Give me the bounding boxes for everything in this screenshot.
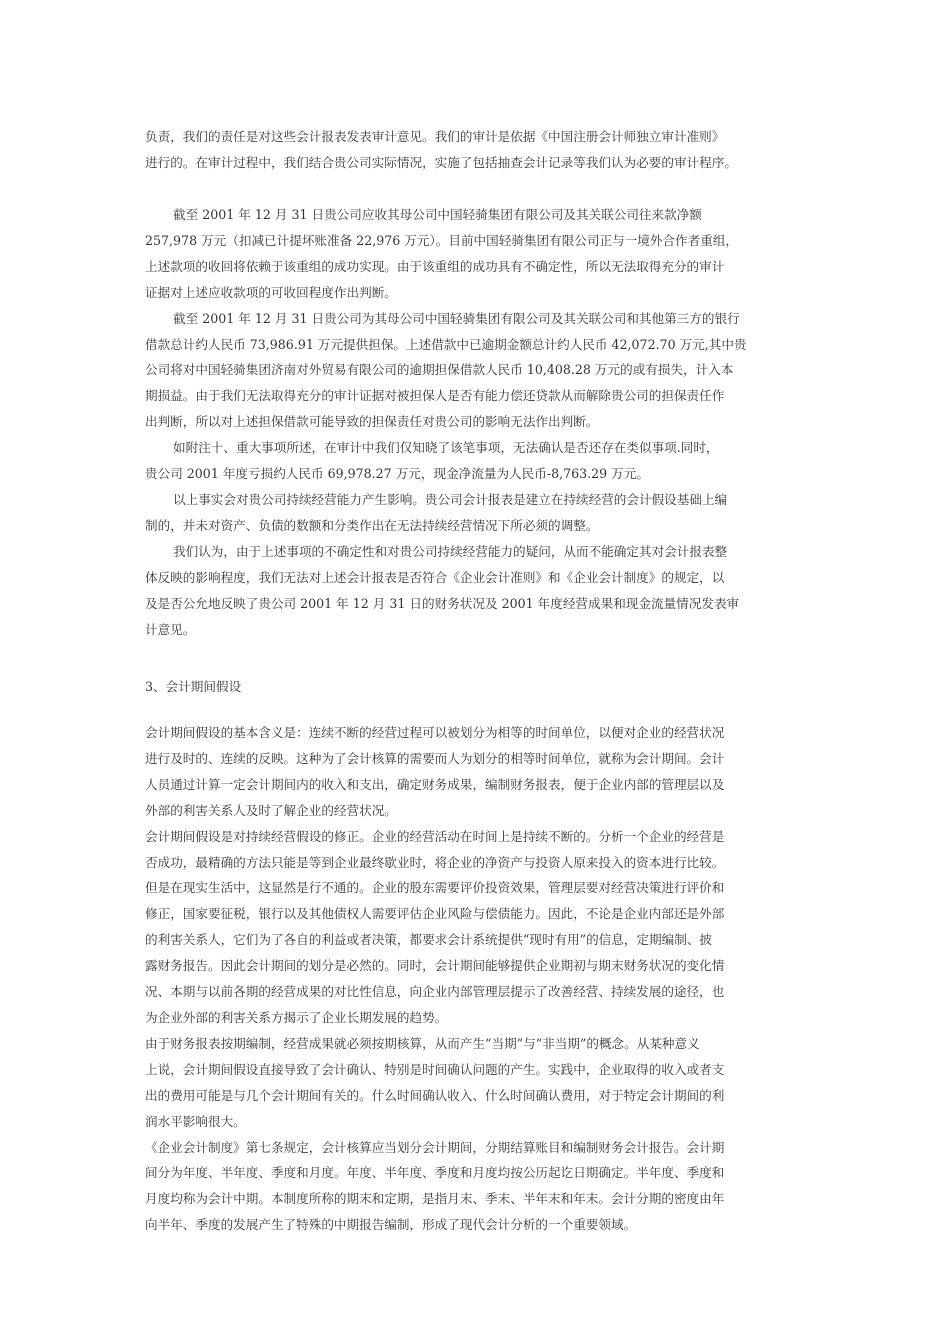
- text-line: 会计期间假设的基本含义是：连续不断的经营过程可以被划分为相等的时间单位，以便对企业的经营状况: [145, 725, 725, 740]
- text-line: 露财务报告。因此会计期间的划分是必然的。同时，会计期间能够提供企业期初与期末财务状况的变化情: [145, 958, 725, 974]
- text-line: 但是在现实生活中，这显然是行不通的。企业的股东需要评价投资效果，管理层要对经营决策进行评价和: [145, 880, 725, 896]
- text-line: 进行及时的、连续的反映。这种为了会计核算的需要而人为划分的相等时间单位，就称为会计期间。会计: [145, 750, 725, 766]
- audit-intro-paragraph: [145, 124, 825, 176]
- text-line: 证据对上述应收款项的可收回程度作出判断。: [145, 284, 397, 300]
- text-line: 截至 2001 年 12 月 31 日贵公司应收其母公司中国轻骑集团有限公司及其关联公司往来款净额: [173, 207, 702, 222]
- text-line: 上说，会计期间假设直接导致了会计确认、特别是时间确认问题的产生。实践中，企业取得的收入或者支: [145, 1061, 725, 1077]
- text-line: 况、本期与以前各期的经营成果的对比性信息，向企业内部管理层提示了改善经营、持续发展的途径，也: [145, 984, 725, 1000]
- text-line: 以上事实会对贵公司持续经营能力产生影响。贵公司会计报表是建立在持续经营的会计假设基础上编: [173, 491, 728, 507]
- text-line: 修正，国家要征税，银行以及其他债权人需要评估企业风险与偿债能力。因此，不论是企业内部还是外部: [145, 906, 725, 922]
- text-line: 体反映的影响程度，我们无法对上述会计报表是否符合《企业会计准则》和《企业会计制度》的规定，以: [145, 569, 725, 585]
- text-line: 出的费用可能是与几个会计期间有关的。什么时间确认收入、什么时间确认费用，对于特定会计期间的利: [145, 1087, 725, 1103]
- text-line: 由于财务报表按期编制，经营成果就必须按期核算，从而产生“当期”与“非当期”的概念。从某种意义: [145, 1035, 700, 1051]
- accounting-period-section: [145, 720, 825, 1238]
- text-line: 会计期间假设是对持续经营假设的修正。企业的经营活动在时间上是持续不断的。分析一个企业的经营是: [145, 828, 725, 844]
- going-concern-paragraph: [145, 487, 825, 539]
- modification-paragraph: [145, 824, 825, 1031]
- text-line: 上述款项的收回将依赖于该重组的成功实现。由于该重组的成功具有不确定性，所以无法取得充分的审计: [145, 258, 725, 274]
- text-line: 期损益。由于我们无法取得充分的审计证据对被担保人是否有能力偿还贷款从而解除贵公司的担保责任作: [145, 388, 725, 404]
- text-line: 《企业会计制度》第七条规定，会计核算应当划分会计期间，分期结算账目和编制财务会计报告。会计期: [145, 1139, 725, 1155]
- text-line: 截至 2001 年 12 月 31 日贵公司为其母公司中国轻骑集团有限公司及其关联公司和其他第三方的银行: [173, 310, 740, 326]
- text-line: 月度均称为会计中期。本制度所称的期末和定期，是指月末、季末、半年末和年末。会计分期的密度由年: [145, 1191, 725, 1207]
- text-line: 计意见。: [145, 621, 196, 637]
- regulation-paragraph: [145, 1135, 825, 1239]
- text-line: 负责，我们的责任是对这些会计报表发表审计意见。我们的审计是依据《中国注册会计师独立审计准则》: [145, 129, 725, 144]
- text-line: 进行的。在审计过程中，我们结合贵公司实际情况，实施了包括抽查会计记录等我们认为必要的审计程序。: [145, 154, 737, 170]
- text-line: 257,978 万元（扣减已计提坏账准备 22,976 万元）。目前中国轻骑集团有限公司正与一境外合作者重组，: [145, 232, 739, 248]
- text-line: 及是否公允地反映了贵公司 2001 年 12 月 31 日的财务状况及 2001 年度经营成果和现金流量情况发表审: [145, 595, 740, 611]
- text-line: 出判断，所以对上述担保借款可能导致的担保责任对贵公司的影响无法作出判断。: [145, 414, 599, 430]
- text-line: 人员通过计算一定会计期间内的收入和支出，确定财务成果，编制财务报表，便于企业内部的管理层以及: [145, 776, 725, 792]
- text-line: 贵公司 2001 年度亏损约人民币 69,978.27 万元，现金净流量为人民币-8,763.29 万元。: [145, 466, 649, 482]
- text-line: 我们认为，由于上述事项的不确定性和对贵公司持续经营能力的疑问，从而不能确定其对会计报表整: [173, 543, 728, 559]
- text-line: 的利害关系人，它们为了各自的利益或者决策，都要求会计系统提供“现时有用”的信息，定期编制、披: [145, 932, 713, 948]
- audit-opinion-section: [145, 202, 825, 642]
- text-line: 润水平影响很大。: [145, 1113, 246, 1129]
- text-line: 借款总计约人民币 73,986.91 万元提供担保。上述借款中已逾期金额总计约人民币 42,072.70 万元,其中贵: [145, 336, 747, 352]
- section-heading: 3、会计期间假设: [145, 679, 242, 694]
- section-heading-block: [145, 674, 825, 700]
- major-events-paragraph: [145, 435, 825, 487]
- disclaimer-paragraph: [145, 539, 825, 643]
- definition-paragraph: [145, 720, 825, 824]
- periodic-reporting-paragraph: [145, 1031, 825, 1135]
- text-line: 为企业外部的利害关系方揭示了企业长期发展的趋势。: [145, 1009, 448, 1025]
- text-line: 制的，并未对资产、负债的数额和分类作出在无法持续经营情况下所必须的调整。: [145, 517, 599, 533]
- guarantee-paragraph: [145, 306, 825, 436]
- text-line: 否成功，最精确的方法只能是等到企业最终歇业时，将企业的净资产与投资人原来投入的资本进行比较。: [145, 854, 725, 870]
- text-line: 间分为年度、半年度、季度和月度。年度、半年度、季度和月度均按公历起讫日期确定。半年度、季度和: [145, 1165, 725, 1181]
- text-line: 向半年、季度的发展产生了特殊的中期报告编制，形成了现代会计分析的一个重要领域。: [145, 1217, 637, 1233]
- text-line: 外部的利害关系人及时了解企业的经营状况。: [145, 802, 397, 818]
- text-line: 如附注十、重大事项所述，在审计中我们仅知晓了该笔事项，无法确认是否还存在类似事项.同时，: [173, 440, 719, 456]
- text-line: 公司将对中国轻骑集团济南对外贸易有限公司的逾期担保借款人民币 10,408.28 万元的或有损失，计入本: [145, 362, 734, 378]
- receivables-paragraph: [145, 202, 825, 306]
